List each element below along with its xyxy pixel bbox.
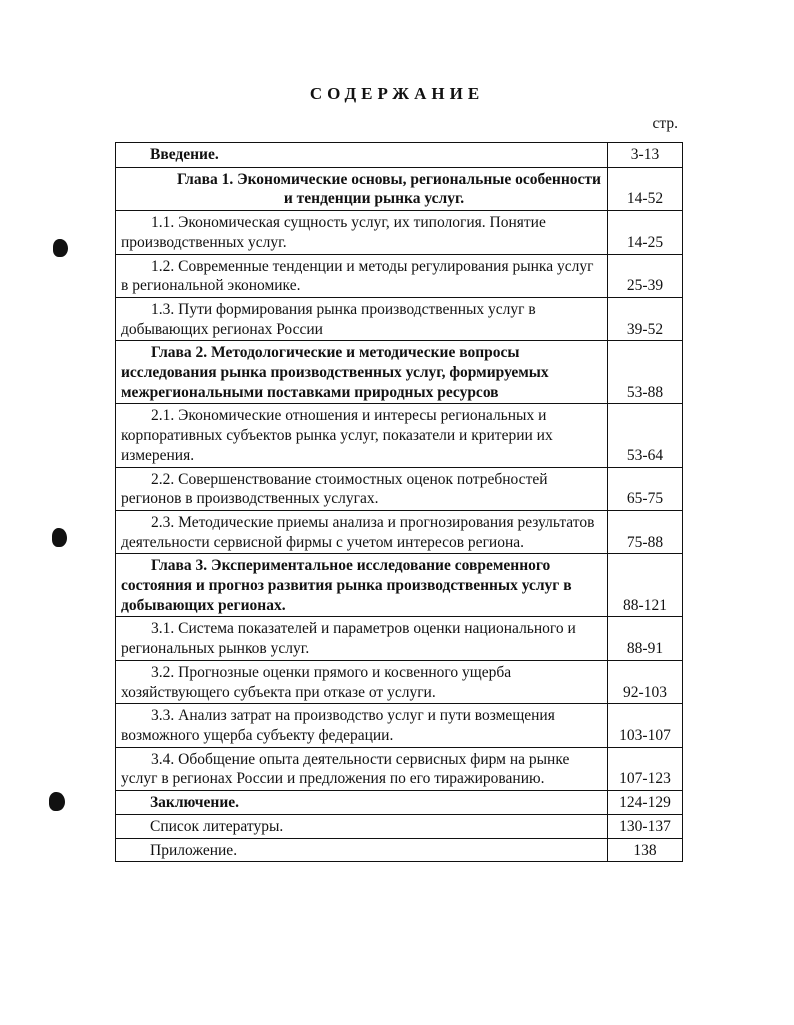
toc-entry-pages: 65-75: [607, 467, 682, 510]
toc-entry-text: Список литературы.: [116, 814, 608, 838]
toc-entry-pages: 107-123: [607, 747, 682, 790]
toc-row-section-3-2: [116, 660, 683, 703]
toc-entry-text: Глава 2. Методологические и методические вопросы исследования рынка производственных услуг, формируемых межрегиональными поставками природных ресурсов: [116, 341, 608, 404]
scan-blot: [53, 239, 68, 257]
toc-entry-text: 2.1. Экономические отношения и интересы региональных и корпоративных субъектов рынка услуг, показатели и критерии их измерения.: [116, 404, 608, 467]
toc-entry-text: Введение.: [116, 143, 608, 168]
toc-row-introduction: [116, 143, 683, 168]
toc-entry-pages: 130-137: [607, 814, 682, 838]
toc-entry-pages: 92-103: [607, 660, 682, 703]
toc-entry-pages: 39-52: [607, 297, 682, 340]
toc-entry-pages: 25-39: [607, 254, 682, 297]
toc-row-section-2-3: [116, 510, 683, 553]
toc-row-references: [116, 814, 683, 838]
toc-entry-text: 1.3. Пути формирования рынка производственных услуг в добывающих регионах России: [116, 297, 608, 340]
scan-blot: [49, 792, 65, 811]
toc-row-section-3-4: [116, 747, 683, 790]
toc-row-appendix: [116, 838, 683, 862]
toc-row-section-2-1: [116, 404, 683, 467]
toc-entry-pages: 14-25: [607, 211, 682, 254]
scan-blot: [52, 528, 67, 547]
document-title: СОДЕРЖАНИЕ: [309, 84, 485, 103]
toc-row-conclusion: [116, 791, 683, 815]
toc-entry-text: 2.2. Совершенствование стоимостных оценок потребностей регионов в производственных услугах.: [116, 467, 608, 510]
toc-entry-pages: 88-91: [607, 617, 682, 660]
toc-row-section-3-1: [116, 617, 683, 660]
toc-entry-text: Глава 3. Экспериментальное исследование современного состояния и прогноз развития рынка производственных услуг в добывающих регионах.: [116, 554, 608, 617]
toc-entry-text: 1.2. Современные тенденции и методы регулирования рынка услуг в региональной экономике.: [116, 254, 608, 297]
toc-entry-pages: 53-64: [607, 404, 682, 467]
toc-entry-text: 1.1. Экономическая сущность услуг, их типология. Понятие производственных услуг.: [116, 211, 608, 254]
page-column-label: стр.: [652, 115, 678, 132]
toc-entry-pages: 53-88: [607, 341, 682, 404]
toc-row-chapter-2: [116, 341, 683, 404]
toc-row-section-3-3: [116, 704, 683, 747]
toc-entry-pages: 14-52: [607, 167, 682, 210]
toc-entry-text: 3.4. Обобщение опыта деятельности сервисных фирм на рынке услуг в регионах России и предложения по его тиражированию.: [116, 747, 608, 790]
toc-entry-pages: 138: [607, 838, 682, 862]
toc-entry-pages: 75-88: [607, 510, 682, 553]
toc-row-section-2-2: [116, 467, 683, 510]
toc-row-section-1-2: [116, 254, 683, 297]
toc-entry-text: 3.1. Система показателей и параметров оценки национального и региональных рынков услуг.: [116, 617, 608, 660]
toc-entry-pages: 3-13: [607, 143, 682, 168]
toc-row-chapter-1: [116, 167, 683, 210]
toc-entry-pages: 124-129: [607, 791, 682, 815]
toc-entry-text: 3.2. Прогнозные оценки прямого и косвенного ущерба хозяйствующего субъекта при отказе от услуги.: [116, 660, 608, 703]
toc-row-chapter-3: [116, 554, 683, 617]
toc-entry-text: Приложение.: [116, 838, 608, 862]
toc-row-section-1-1: [116, 211, 683, 254]
table-of-contents: [115, 142, 683, 862]
toc-entry-pages: 88-121: [607, 554, 682, 617]
toc-entry-text: Глава 1. Экономические основы, региональные особенности и тенденции рынка услуг.: [116, 167, 608, 210]
toc-entry-pages: 103-107: [607, 704, 682, 747]
toc-entry-text: 3.3. Анализ затрат на производство услуг и пути возмещения возможного ущерба субъекту федерации.: [116, 704, 608, 747]
toc-entry-text: Заключение.: [116, 791, 608, 815]
toc-entry-text: 2.3. Методические приемы анализа и прогнозирования результатов деятельности сервисной фирмы с учетом интересов региона.: [116, 510, 608, 553]
toc-row-section-1-3: [116, 297, 683, 340]
